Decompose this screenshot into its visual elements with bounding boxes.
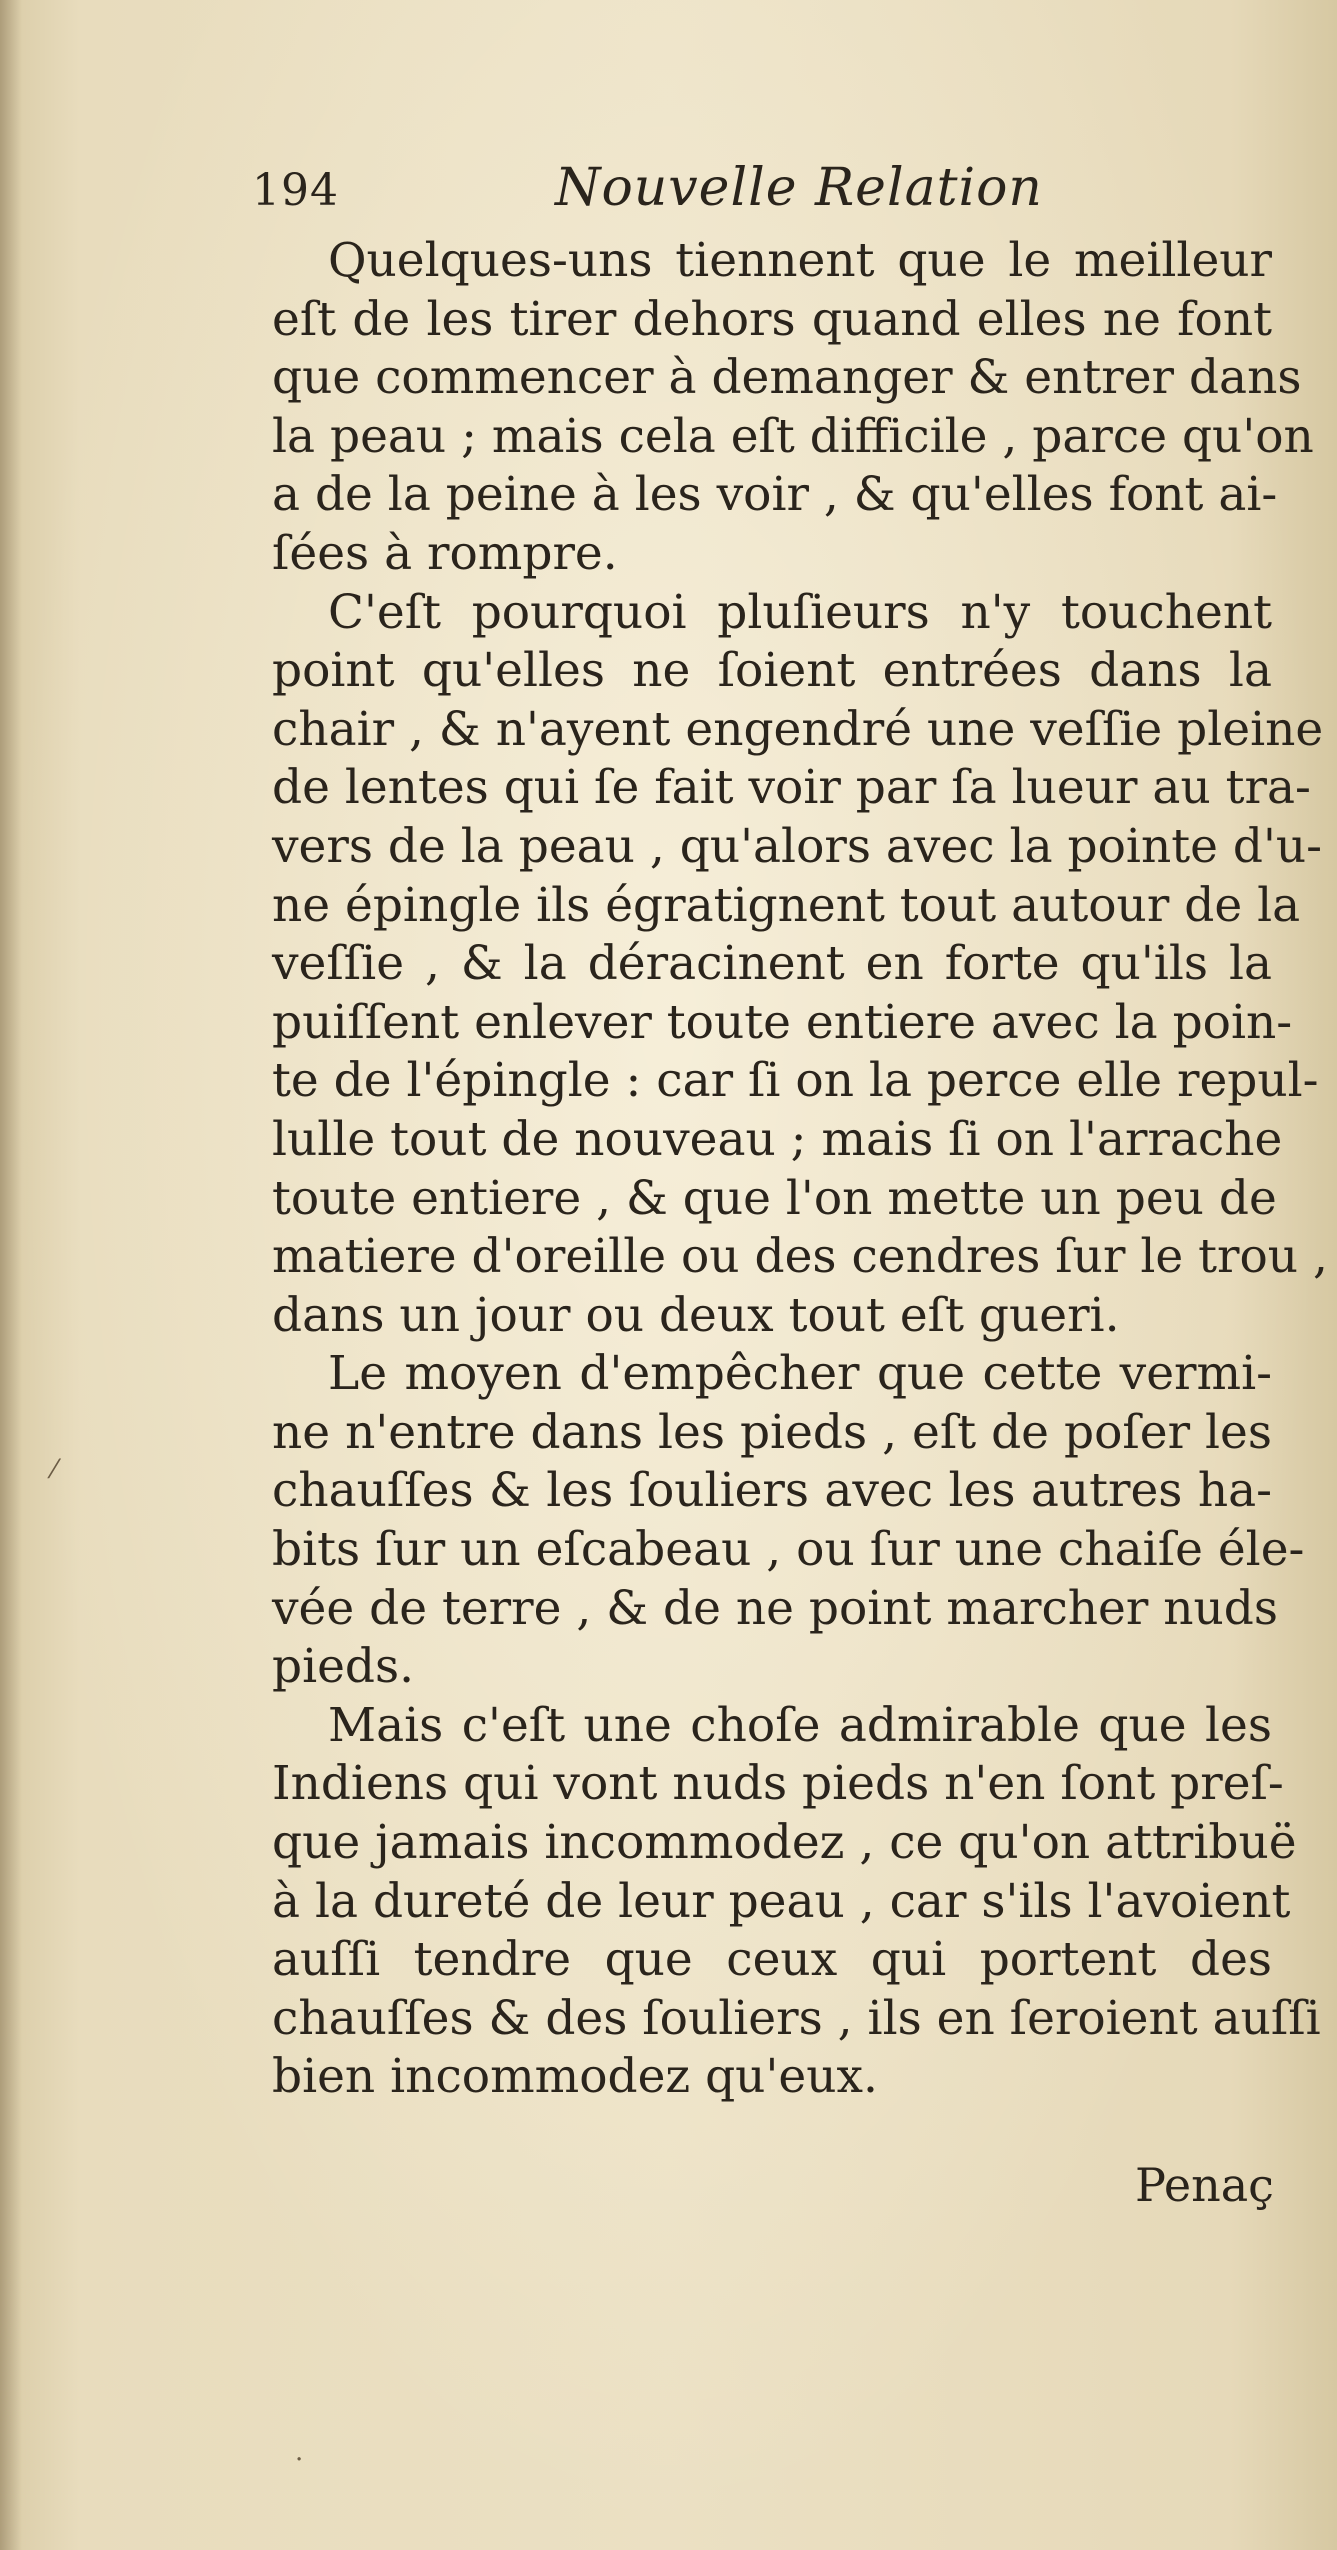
running-head: Nouvelle Relation [555,158,1043,218]
text-line: ne n'entre dans les pieds , eſt de poſer les [272,1404,1272,1460]
text-line: lulle tout de nouveau ; mais ſi on l'arrache [272,1111,1283,1167]
text-line: de lentes qui ſe fait voir par ſa lueur au tra- [272,760,1311,816]
text-line: Quelques-uns tiennent que le meilleur [328,233,1272,288]
body-text [272,232,1328,2107]
text-line: pieds. [272,1639,415,1695]
text-line: dans un jour ou deux tout eſt gueri. [272,1287,1120,1343]
text-line: chauſſes & les ſouliers avec les autres ha- [272,1463,1272,1519]
text-line: veſſie , & la déracinent en forte qu'ils la [272,936,1272,992]
text-line: toute entiere , & que l'on mette un peu de [272,1170,1277,1226]
text-line: auſſi tendre que ceux qui portent des [272,1932,1272,1988]
text-line: C'eſt pourquoi pluſieurs n'y touchent [328,584,1272,640]
text-line: chauſſes & des ſouliers , ils en ſeroient auſſi [272,1990,1321,2046]
text-line: Mais c'eſt une choſe admirable que les [328,1697,1272,1753]
text-line: eſt de les tirer dehors quand elles ne font [272,291,1272,347]
text-line: a de la peine à les voir , & qu'elles font ai- [272,467,1278,523]
gutter-shadow [0,0,22,2550]
text-line: Indiens qui vont nuds pieds n'en ſont preſ- [272,1756,1284,1812]
margin-stroke: ⁄ [52,1455,57,1485]
text-line: la peau ; mais cela eſt difficile , parce qu'on [272,408,1314,464]
text-line: vée de terre , & de ne point marcher nuds [272,1580,1279,1636]
text-line: bits ſur un eſcabeau , ou ſur une chaiſe éle- [272,1522,1305,1578]
text-line: à la dureté de leur peau , car s'ils l'avoient [272,1873,1291,1929]
catchword: Penaç [1135,2158,1274,2212]
text-line: que commencer à demanger & entrer dans [272,350,1302,406]
text-line: vers de la peau , qu'alors avec la pointe d'u- [272,818,1323,874]
text-line: chair , & n'ayent engendré une veſſie pleine [272,701,1324,757]
text-line: te de l'épingle : car ſi on la perce elle repul- [272,1053,1319,1109]
text-line: que jamais incommodez , ce qu'on attribuë [272,1815,1297,1871]
ink-speck: · [295,2445,304,2475]
text-line: bien incommodez qu'eux. [272,2049,878,2105]
text-line: Le moyen d'empêcher que cette vermi- [328,1346,1272,1402]
text-line: matiere d'oreille ou des cendres ſur le trou , [272,1229,1328,1285]
text-line: ne épingle ils égratignent tout autour de la [272,877,1301,933]
text-line: puiſſent enlever toute entiere avec la poin- [272,994,1293,1050]
page-number: 194 [252,165,339,216]
text-line: ſées à rompre. [272,525,618,581]
text-line: point qu'elles ne ſoient entrées dans la [272,643,1272,699]
